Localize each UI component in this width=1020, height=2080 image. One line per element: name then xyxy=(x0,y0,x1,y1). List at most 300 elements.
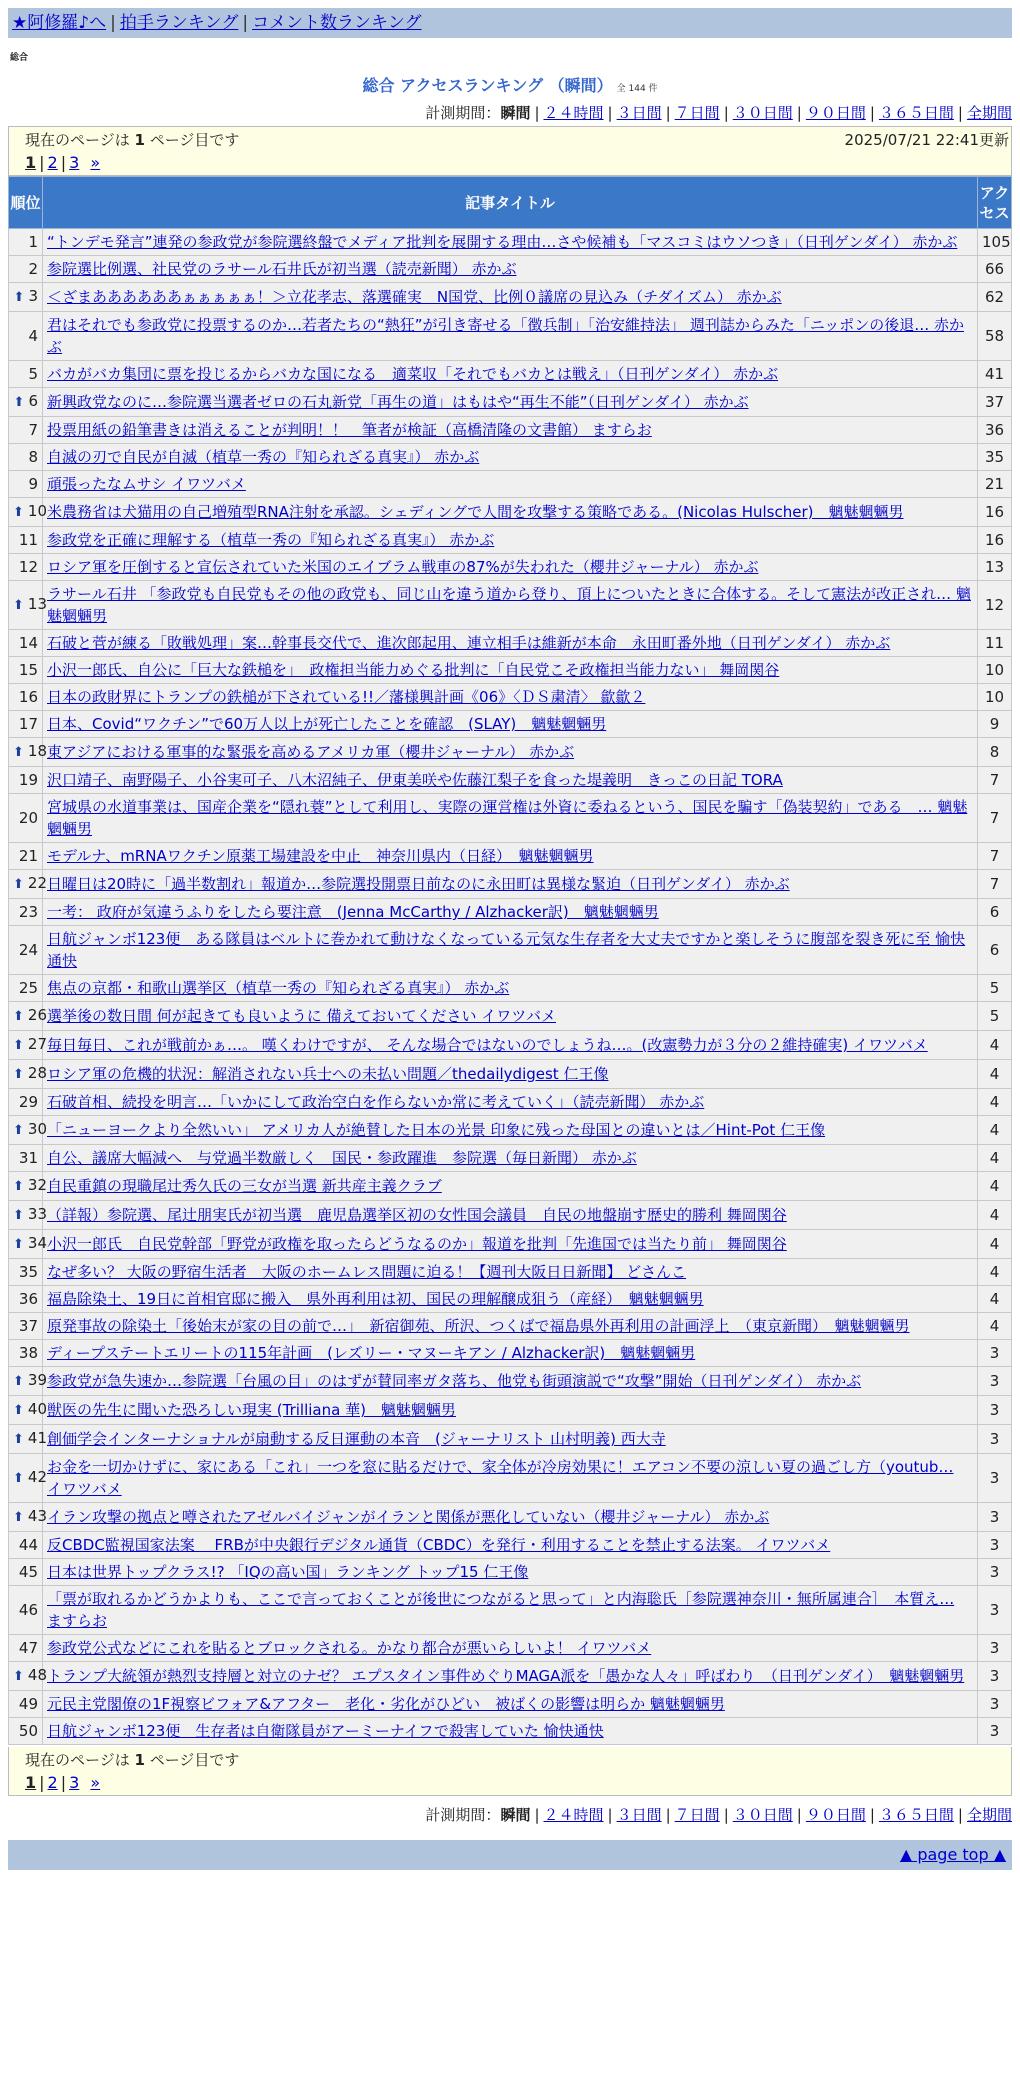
pager-next[interactable]: » xyxy=(90,1773,101,1792)
table-row xyxy=(9,1031,1012,1060)
rank-cell xyxy=(9,711,43,738)
table-row xyxy=(9,444,1012,471)
title-cell xyxy=(43,498,978,527)
rank-cell xyxy=(9,1201,47,1230)
table-row xyxy=(9,1532,1012,1559)
rank-number: 39 xyxy=(27,1371,47,1389)
comment-ranking-link[interactable]: コメント数ランキング xyxy=(252,13,422,33)
up-arrow-icon: ⬆ xyxy=(13,395,25,410)
access-count: 3 xyxy=(978,1367,1012,1396)
period-separator: | xyxy=(957,1806,963,1824)
access-count: 12 xyxy=(978,581,1012,630)
rank-number: 25 xyxy=(18,979,38,997)
table-row xyxy=(9,312,1012,361)
access-count: 11 xyxy=(978,630,1012,657)
article-title-link[interactable]: ロシア軍を圧倒すると宣伝されていた米国のエイブラム戦車の87%が失われた（櫻井ジャーナル） 赤かぶ xyxy=(47,558,759,576)
table-row xyxy=(9,1230,1012,1259)
pager-page-3[interactable]: 3 xyxy=(69,153,80,172)
table-row xyxy=(9,767,1012,794)
title-cell xyxy=(43,630,978,657)
category-label: 総合 xyxy=(10,53,29,63)
period-link-1[interactable]: ３日間 xyxy=(616,104,662,122)
access-count: 3 xyxy=(978,1532,1012,1559)
rank-cell xyxy=(9,471,43,498)
table-row xyxy=(9,1313,1012,1340)
title-cell xyxy=(43,657,978,684)
article-title-link[interactable]: 反CBDC監視国家法案 FRBが中央銀行デジタル通貨（CBDC）を発行・利用することを禁止する法案。 イワツバメ xyxy=(47,1536,831,1554)
rank-number: 9 xyxy=(28,475,38,493)
pager-page-2[interactable]: 2 xyxy=(47,1773,58,1792)
pager-current-page: 1 xyxy=(25,153,37,172)
title-cell xyxy=(43,684,978,711)
title-cell xyxy=(43,471,978,498)
title-cell xyxy=(43,1060,978,1089)
rank-cell xyxy=(9,554,43,581)
rank-cell xyxy=(9,1172,47,1201)
rank-cell xyxy=(9,1259,43,1286)
title-cell xyxy=(43,870,978,899)
title-cell xyxy=(43,1313,978,1340)
pager-separator xyxy=(82,153,87,172)
title-cell xyxy=(43,1031,978,1060)
rank-cell xyxy=(9,444,43,471)
access-count: 37 xyxy=(978,388,1012,417)
rank-cell xyxy=(9,926,43,975)
access-count: 4 xyxy=(978,1116,1012,1145)
article-title-link[interactable]: 自滅の刃で自民が自滅（植草一秀の『知られざる真実』） 赤かぶ xyxy=(47,448,480,466)
rank-cell xyxy=(9,870,47,899)
article-title-link[interactable]: 宮城県の水道事業は、国産企業を“隠れ蓑”として利用し、実際の運営権は外資に委ねるという、国民を騙す「偽装契約」である … 魑魅魍魎男 xyxy=(47,798,968,838)
table-row xyxy=(9,711,1012,738)
period-label: 計測期間： xyxy=(425,104,501,122)
article-title-link[interactable]: ＜ざまああああああぁぁぁぁぁ！＞立花孝志、落選確実 N国党、比例０議席の見込み（チダイズム） 赤かぶ xyxy=(47,288,782,306)
up-arrow-icon: ⬆ xyxy=(13,1123,24,1138)
pager-next[interactable]: » xyxy=(90,153,101,172)
table-row xyxy=(9,527,1012,554)
article-title-link[interactable]: 自公、議席大幅減へ 与党過半数厳しく 国民・参政躍進 参院選（毎日新聞） 赤かぶ xyxy=(47,1149,637,1167)
access-count: 6 xyxy=(978,926,1012,975)
rank-number: 7 xyxy=(28,421,38,439)
access-count: 7 xyxy=(978,870,1012,899)
table-row xyxy=(9,684,1012,711)
article-title-link[interactable]: ラサール石井 「参政党も自民党もその他の政党も、同じ山を違う道から登り、頂上についたときに合体する。そして憲法が改正され… 魑魅魍魎男 xyxy=(47,585,971,625)
access-count: 7 xyxy=(978,843,1012,870)
total-count: 全 144 件 xyxy=(616,84,658,94)
table-row xyxy=(9,926,1012,975)
access-count: 4 xyxy=(978,1313,1012,1340)
rank-number: 38 xyxy=(18,1344,38,1362)
access-count: 4 xyxy=(978,1089,1012,1116)
rank-cell xyxy=(9,899,43,926)
period-link-4[interactable]: ９０日間 xyxy=(805,104,866,122)
rank-number: 12 xyxy=(18,558,38,576)
rank-cell xyxy=(9,1145,43,1172)
access-count: 8 xyxy=(978,738,1012,767)
rank-cell xyxy=(9,417,43,444)
rank-number: 47 xyxy=(18,1639,38,1657)
title-cell xyxy=(43,256,978,283)
article-title-link[interactable]: イラン攻撃の拠点と噂されたアゼルバイジャンがイランと関係が悪化していない（櫻井ジャーナル） 赤かぶ xyxy=(47,1508,770,1526)
period-link-0[interactable]: ２４時間 xyxy=(543,104,604,122)
title-cell xyxy=(43,1586,978,1635)
article-title-link[interactable]: （詳報）参院選、尾辻朋実氏が初当選 鹿児島選挙区初の女性国会議員 自民の地盤崩す歴史的勝利 舞岡関谷 xyxy=(47,1206,787,1224)
period-link-0[interactable]: ２４時間 xyxy=(543,1806,604,1824)
rank-cell xyxy=(9,498,47,527)
applause-ranking-link[interactable]: 拍手ランキング xyxy=(119,13,239,33)
article-title-link[interactable]: 日航ジャンボ123便 ある隊員はベルトに巻かれて動けなくなっている元気な生存者を大丈夫ですかと楽しそうに腹部を裂き死に至 愉快通快 xyxy=(47,930,966,970)
table-row xyxy=(9,1116,1012,1145)
title-cell xyxy=(43,975,978,1002)
period-link-5[interactable]: ３６５日間 xyxy=(878,1806,954,1824)
table-row xyxy=(9,1559,1012,1586)
rank-cell xyxy=(9,1116,47,1145)
article-title-link[interactable]: 福島除染土、19日に首相官邸に搬入 県外再利用は初、国民の理解醸成狙う（産経） 魑魅魍魎男 xyxy=(47,1290,704,1308)
rank-number: 45 xyxy=(18,1563,38,1581)
rank-cell xyxy=(9,256,43,283)
article-title-link[interactable]: 米農務省は犬猫用の自己増殖型RNA注射を承認。シェディングで人間を攻撃する策略である。(Nicolas Hulscher) 魑魅魍魎男 xyxy=(47,503,904,521)
article-title-link[interactable]: “トンデモ発言”連発の参政党が参院選終盤でメディア批判を展開する理由…さや候補も「マスコミはウソつき」（日刊ゲンダイ） 赤かぶ xyxy=(47,233,958,251)
rank-cell xyxy=(9,1367,47,1396)
access-count: 3 xyxy=(978,1454,1012,1503)
article-title-link[interactable]: 毎日毎日、これが戦前かぁ…。 嘆くわけですが、 そんな場合ではないのでしょうね…。(改憲勢力が３分の２維持確実) イワツバメ xyxy=(47,1036,928,1054)
up-arrow-icon: ⬆ xyxy=(13,1179,24,1194)
article-title-link[interactable]: 新興政党なのに…参院選当選者ゼロの石丸新党「再生の道」はもはや“再生不能”（日刊ゲンダイ） 赤かぶ xyxy=(47,393,749,411)
article-title-link[interactable]: お金を一切かけずに、家にある「これ」一つを窓に貼るだけで、家全体が冷房効果に！エアコン不要の涼しい夏の過ごし方（youtub… イワツバメ xyxy=(47,1458,954,1498)
rank-number: 11 xyxy=(18,531,38,549)
access-count: 5 xyxy=(978,1002,1012,1031)
article-title-link[interactable]: 原発事故の除染土「後始末が家の目の前で…」 新宿御苑、所沢、つくばで福島県外再利用の計画浮上 （東京新聞） 魑魅魍魎男 xyxy=(47,1317,910,1335)
rank-number: 6 xyxy=(28,392,38,410)
table-row xyxy=(9,630,1012,657)
rank-number: 27 xyxy=(27,1035,47,1053)
up-arrow-icon: ⬆ xyxy=(13,1471,24,1486)
rank-number: 32 xyxy=(27,1176,47,1194)
period-link-1[interactable]: ３日間 xyxy=(616,1806,662,1824)
table-row xyxy=(9,870,1012,899)
article-title-link[interactable]: 元民主党閣僚の1F視察ビフォア&アフター 老化・劣化がひどい 被ばくの影響は明らか 魑魅魍魎男 xyxy=(47,1695,725,1713)
updated-timestamp: 2025/07/21 22:41更新 xyxy=(844,131,1009,149)
article-title-link[interactable]: ディープステートエリートの115年計画 (レズリー・マヌーキアン / Alzhacker訳) 魑魅魍魎男 xyxy=(47,1344,696,1362)
article-title-link[interactable]: 参政党が急失速か…参院選「台風の目」のはずが賛同率ガタ落ち、他党も街頭演説で“攻撃”開始（日刊ゲンダイ） 赤かぶ xyxy=(47,1372,862,1390)
table-row xyxy=(9,843,1012,870)
rank-number: 15 xyxy=(18,661,38,679)
article-title-link[interactable]: 日本は世界トップクラス!? 「IQの高い国」ランキング トップ15 仁王像 xyxy=(47,1563,529,1581)
rank-number: 20 xyxy=(18,809,38,827)
rank-number: 18 xyxy=(27,742,47,760)
up-arrow-icon: ⬆ xyxy=(13,1237,24,1252)
title-cell xyxy=(43,1718,978,1745)
period-link-2[interactable]: ７日間 xyxy=(674,1806,720,1824)
header-rank: 順位 xyxy=(9,177,43,229)
table-header-row xyxy=(9,177,1012,229)
title-cell xyxy=(43,1662,978,1691)
rank-cell xyxy=(9,630,43,657)
rank-cell xyxy=(9,1230,47,1259)
title-cell xyxy=(43,417,978,444)
article-title-link[interactable]: 沢口靖子、南野陽子、小谷実可子、八木沼純子、伊東美咲や佐藤江梨子を食った堤義明 きっこの日記 TORA xyxy=(47,771,783,789)
access-count: 10 xyxy=(978,657,1012,684)
access-count: 4 xyxy=(978,1172,1012,1201)
access-count: 3 xyxy=(978,1718,1012,1745)
period-separator: | xyxy=(957,104,963,122)
title-cell xyxy=(43,1367,978,1396)
access-count: 3 xyxy=(978,1635,1012,1662)
table-row xyxy=(9,1286,1012,1313)
title-cell xyxy=(43,794,978,843)
period-current: 瞬間 xyxy=(500,104,531,122)
rank-number: 2 xyxy=(28,260,38,278)
rank-cell xyxy=(9,1425,47,1454)
table-row xyxy=(9,1002,1012,1031)
article-title-link[interactable]: トランプ大統領が熱烈支持層と対立のナゼ？ エプスタイン事件めぐりMAGA派を「愚かな人々」呼ばわり （日刊ゲンダイ） 魑魅魍魎男 xyxy=(47,1667,965,1685)
access-count: 9 xyxy=(978,711,1012,738)
rank-number: 17 xyxy=(18,715,38,733)
up-arrow-icon: ⬆ xyxy=(13,745,24,760)
rank-cell xyxy=(9,1313,43,1340)
article-title-link[interactable]: モデルナ、mRNAワクチン原薬工場建設を中止 神奈川県内（日経） 魑魅魍魎男 xyxy=(47,847,594,865)
pager-page-3[interactable]: 3 xyxy=(69,1773,80,1792)
rank-cell xyxy=(9,1662,47,1691)
article-title-link[interactable]: 投票用紙の鉛筆書きは消えることが判明！！ 筆者が検証（高橋清隆の文書館） ますらお xyxy=(47,421,652,439)
title-cell xyxy=(43,1201,978,1230)
rank-number: 50 xyxy=(18,1722,38,1740)
period-link-3[interactable]: ３０日間 xyxy=(732,1806,793,1824)
rank-cell xyxy=(9,1503,47,1532)
table-row xyxy=(9,1662,1012,1691)
access-count: 36 xyxy=(978,417,1012,444)
title-cell xyxy=(43,283,978,312)
rank-number: 46 xyxy=(18,1601,38,1619)
rank-number: 37 xyxy=(18,1317,38,1335)
up-arrow-icon: ⬆ xyxy=(13,290,25,305)
rank-cell xyxy=(9,229,43,256)
up-arrow-icon: ⬆ xyxy=(13,1009,24,1024)
access-count: 4 xyxy=(978,1230,1012,1259)
table-row xyxy=(9,1367,1012,1396)
table-row xyxy=(9,581,1012,630)
rank-number: 43 xyxy=(27,1507,47,1525)
table-row xyxy=(9,388,1012,417)
rank-number: 10 xyxy=(27,502,47,520)
access-count: 41 xyxy=(978,361,1012,388)
access-count: 3 xyxy=(978,1425,1012,1454)
table-row xyxy=(9,1503,1012,1532)
article-title-link[interactable]: 小沢一郎氏、自公に「巨大な鉄槌を」 政権担当能力めぐる批判に「自民党こそ政権担当能力ない」 舞岡関谷 xyxy=(47,661,780,679)
period-separator: | xyxy=(665,1806,671,1824)
table-row xyxy=(9,1340,1012,1367)
rank-number: 26 xyxy=(27,1006,47,1024)
rank-cell xyxy=(9,794,43,843)
period-selector-top xyxy=(8,102,1012,124)
up-arrow-icon: ⬆ xyxy=(13,1510,24,1525)
rank-cell xyxy=(9,657,43,684)
rank-number: 35 xyxy=(18,1263,38,1281)
rank-number: 49 xyxy=(18,1695,38,1713)
table-row xyxy=(9,899,1012,926)
article-title-link[interactable]: 「票が取れるかどうかよりも、ここで言っておくことが後世につながると思って」と内海聡氏［参院選神奈川・無所属連合］ 本質え… ますらお xyxy=(47,1590,955,1630)
article-title-link[interactable]: 創価学会インターナショナルが扇動する反日運動の本音 (ジャーナリスト 山村明義) 西大寺 xyxy=(47,1430,666,1448)
article-title-link[interactable]: 参政党公式などにこれを貼るとブロックされる。かなり都合が悪いらしいよ！ イワツバメ xyxy=(47,1639,652,1657)
access-count: 3 xyxy=(978,1662,1012,1691)
title-cell xyxy=(43,1454,978,1503)
title-cell xyxy=(43,1230,978,1259)
rank-cell xyxy=(9,312,43,361)
period-link-3[interactable]: ３０日間 xyxy=(732,104,793,122)
rank-cell xyxy=(9,843,43,870)
rank-cell xyxy=(9,1586,43,1635)
article-title-link[interactable]: 参院選比例選、社民党のラサール石井氏が初当選（読売新聞） 赤かぶ xyxy=(47,260,517,278)
access-count: 16 xyxy=(978,527,1012,554)
table-row xyxy=(9,554,1012,581)
header-access: アクセス xyxy=(978,177,1012,229)
article-title-link[interactable]: 焦点の京都・和歌山選挙区（植草一秀の『知られざる真実』） 赤かぶ xyxy=(47,979,510,997)
rank-number: 44 xyxy=(18,1536,38,1554)
rank-number: 30 xyxy=(27,1120,47,1138)
rank-number: 42 xyxy=(27,1468,47,1486)
access-count: 58 xyxy=(978,312,1012,361)
article-title-link[interactable]: 「ニューヨークより全然いい」 アメリカ人が絶賛した日本の光景 印象に残った母国との違いとは／Hint-Pot 仁王像 xyxy=(47,1121,826,1139)
article-title-link[interactable]: 日本、Covid“ワクチン”で60万人以上が死亡したことを確認 (SLAY) 魑魅魍魎男 xyxy=(47,715,607,733)
info-box-bottom xyxy=(8,1747,1012,1796)
table-row xyxy=(9,1089,1012,1116)
rank-number: 41 xyxy=(27,1429,47,1447)
rank-number: 31 xyxy=(18,1149,38,1167)
rank-cell xyxy=(9,527,43,554)
rank-cell xyxy=(9,1454,47,1503)
access-count: 62 xyxy=(978,283,1012,312)
title-cell xyxy=(43,388,978,417)
article-title-link[interactable]: 石破と菅が練る「敗戦処理」案…幹事長交代で、進次郎起用、連立相手は維新が本命 永田町番外地（日刊ゲンダイ） 赤かぶ xyxy=(47,634,891,652)
period-separator: | xyxy=(796,104,802,122)
table-row xyxy=(9,229,1012,256)
title-cell xyxy=(43,1259,978,1286)
title-cell xyxy=(43,926,978,975)
table-row xyxy=(9,1060,1012,1089)
title-cell xyxy=(43,527,978,554)
article-title-link[interactable]: 一考： 政府が気違うふりをしたら要注意 (Jenna McCarthy / Alzhacker訳) 魑魅魍魎男 xyxy=(47,903,659,921)
rank-number: 33 xyxy=(27,1205,47,1223)
title-cell xyxy=(43,1089,978,1116)
article-title-link[interactable]: ロシア軍の危機的状況：解消されない兵士への未払い問題／thedailydigest 仁王像 xyxy=(47,1065,609,1083)
article-title-link[interactable]: 君はそれでも参政党に投票するのか…若者たちの“熱狂”が引き寄せる「徴兵制」「治安維持法」 週刊誌からみた「ニッポンの後退… 赤かぶ xyxy=(47,316,964,356)
article-title-link[interactable]: 参政党を正確に理解する（植草一秀の『知られざる真実』） 赤かぶ xyxy=(47,531,495,549)
table-row xyxy=(9,1172,1012,1201)
header-title: 記事タイトル xyxy=(43,177,978,229)
period-link-5[interactable]: ３６５日間 xyxy=(878,104,954,122)
table-row xyxy=(9,1201,1012,1230)
period-separator: | xyxy=(869,1806,875,1824)
title-cell xyxy=(43,1559,978,1586)
access-count: 21 xyxy=(978,471,1012,498)
article-title-link[interactable]: 石破首相、続投を明言…「いかにして政治空白を作らないか常に考えていく」（読売新聞） 赤かぶ xyxy=(47,1093,705,1111)
title-cell xyxy=(43,444,978,471)
access-count: 7 xyxy=(978,767,1012,794)
title-cell xyxy=(43,1002,978,1031)
page-top-link[interactable]: ▲ page top ▲ xyxy=(899,1845,1006,1864)
rank-cell xyxy=(9,1532,43,1559)
title-cell xyxy=(43,1286,978,1313)
access-count: 10 xyxy=(978,684,1012,711)
rank-cell xyxy=(9,388,43,417)
period-separator: | xyxy=(723,1806,729,1824)
access-count: 4 xyxy=(978,1145,1012,1172)
rank-number: 34 xyxy=(27,1234,47,1252)
table-row xyxy=(9,975,1012,1002)
article-title-link[interactable]: バカがバカ集団に票を投じるからバカな国になる 適菜収「それでもバカとは戦え」（日刊ゲンダイ） 赤かぶ xyxy=(47,365,779,383)
article-title-link[interactable]: 獣医の先生に聞いた恐ろしい現実 (Trilliana 華) 魑魅魍魎男 xyxy=(47,1401,456,1419)
up-arrow-icon: ⬆ xyxy=(13,1067,24,1082)
rank-cell xyxy=(9,1718,43,1745)
period-link-4[interactable]: ９０日間 xyxy=(805,1806,866,1824)
period-separator: | xyxy=(665,104,671,122)
rank-cell xyxy=(9,581,47,630)
table-row xyxy=(9,738,1012,767)
article-title-link[interactable]: 東アジアにおける軍事的な緊張を高めるアメリカ軍（櫻井ジャーナル） 赤かぶ xyxy=(47,743,575,761)
article-title-link[interactable]: 小沢一郎氏 自民党幹部「野党が政権を取ったらどうなるのか」報道を批判「先進国では当たり前」 舞岡関谷 xyxy=(47,1235,787,1253)
article-title-link[interactable]: 日航ジャンボ123便 生存者は自衛隊員がアーミーナイフで殺害していた 愉快通快 xyxy=(47,1722,604,1740)
home-link[interactable]: ★阿修羅♪へ xyxy=(12,13,107,33)
title-cell xyxy=(43,554,978,581)
access-count: 16 xyxy=(978,498,1012,527)
top-nav-bar xyxy=(8,8,1012,38)
table-row xyxy=(9,1718,1012,1745)
rank-cell xyxy=(9,684,43,711)
article-title-link[interactable]: 自民重鎮の現職尾辻秀久氏の三女が当選 新共産主義クラブ xyxy=(47,1177,442,1195)
up-arrow-icon: ⬆ xyxy=(13,1374,24,1389)
rank-number: 4 xyxy=(28,327,38,345)
period-link-6[interactable]: 全期間 xyxy=(966,104,1012,122)
rank-cell xyxy=(9,1002,47,1031)
rank-number: 21 xyxy=(18,847,38,865)
rank-number: 36 xyxy=(18,1290,38,1308)
article-title-link[interactable]: 日曜日は20時に「過半数割れ」報道か…参院選投開票日前なのに永田町は異様な緊迫（日刊ゲンダイ） 赤かぶ xyxy=(47,875,790,893)
rank-number: 29 xyxy=(18,1093,38,1111)
period-link-6[interactable]: 全期間 xyxy=(966,1806,1012,1824)
period-separator: | xyxy=(723,104,729,122)
up-arrow-icon: ⬆ xyxy=(13,1669,24,1684)
period-link-2[interactable]: ７日間 xyxy=(674,104,720,122)
rank-number: 40 xyxy=(27,1400,47,1418)
title-cell xyxy=(43,1691,978,1718)
article-title-link[interactable]: 日本の政財界にトランプの鉄槌が下されている!!／藩様興計画《06》〈ＤＳ粛清〉 歙歙２ xyxy=(47,688,646,706)
rank-cell xyxy=(9,1396,47,1425)
pager-page-2[interactable]: 2 xyxy=(47,153,58,172)
article-title-link[interactable]: 選挙後の数日間 何が起きても良いように 備えておいてください イワツバメ xyxy=(47,1007,557,1025)
rank-cell xyxy=(9,283,43,312)
table-row xyxy=(9,256,1012,283)
article-title-link[interactable]: 頑張ったなムサシ イワツバメ xyxy=(47,475,246,493)
access-count: 4 xyxy=(978,1259,1012,1286)
nav-separator: | xyxy=(242,13,249,33)
current-page-text-bottom: 現在のページは 1 ページ目です xyxy=(25,1751,240,1769)
up-arrow-icon: ⬆ xyxy=(13,505,24,520)
title-cell xyxy=(43,1532,978,1559)
up-arrow-icon: ⬆ xyxy=(13,877,24,892)
access-count: 3 xyxy=(978,1586,1012,1635)
ranking-table xyxy=(8,176,1012,1745)
article-title-link[interactable]: なぜ多い？ 大阪の野宿生活者 大阪のホームレス問題に迫る！【週刊大阪日日新聞】 どさんこ xyxy=(47,1263,687,1281)
access-count: 4 xyxy=(978,1201,1012,1230)
table-row xyxy=(9,1635,1012,1662)
table-row xyxy=(9,283,1012,312)
rank-number: 48 xyxy=(27,1666,47,1684)
rank-number: 13 xyxy=(27,595,47,613)
pager-current-page: 1 xyxy=(25,1773,37,1792)
title-cell xyxy=(43,1145,978,1172)
rank-cell xyxy=(9,1060,47,1089)
nav-separator: | xyxy=(110,13,116,33)
rank-cell xyxy=(9,1340,43,1367)
